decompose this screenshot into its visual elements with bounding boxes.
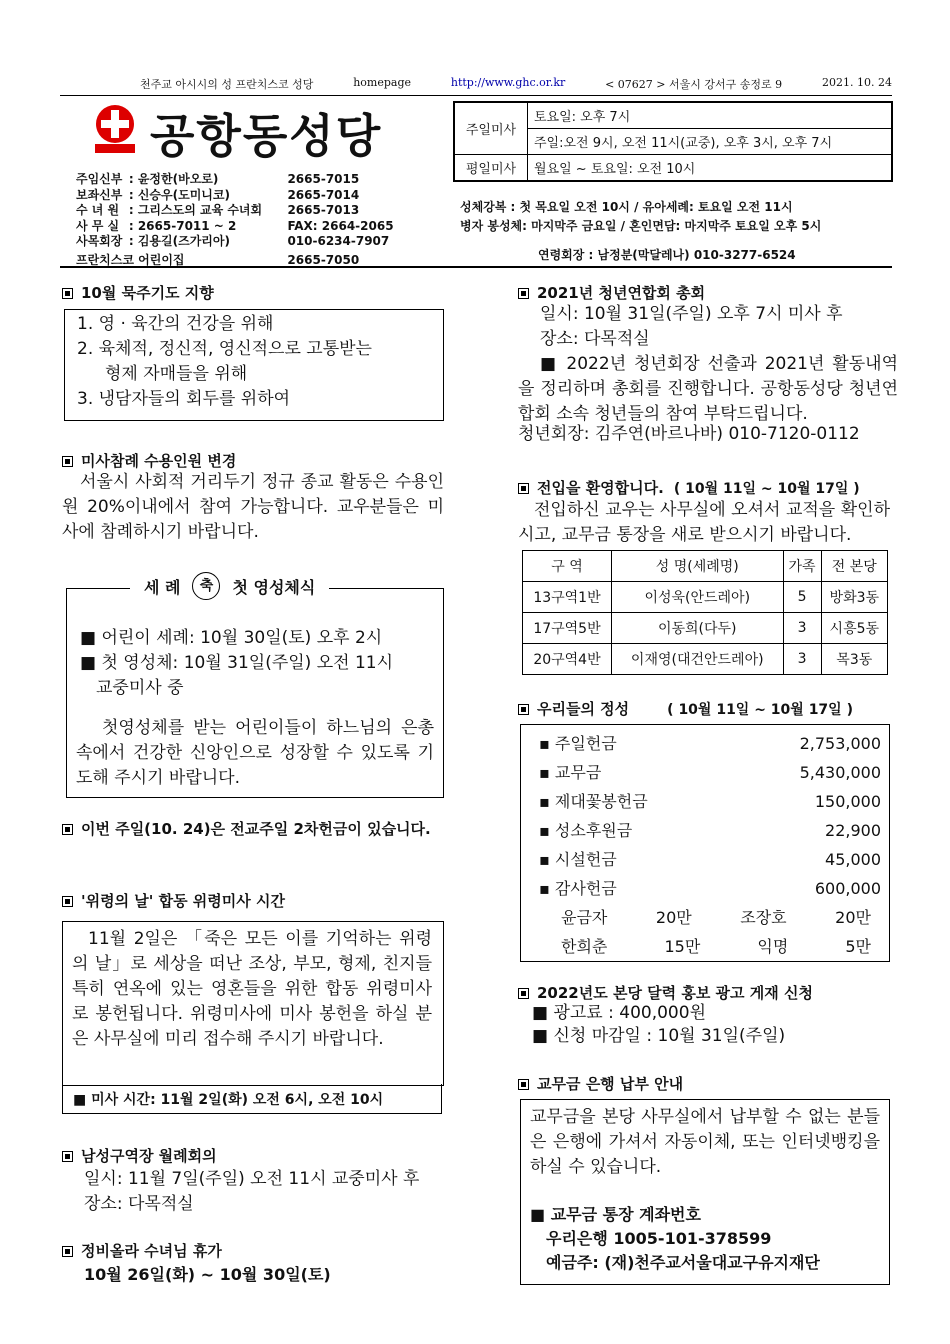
sunday-mass: 주일:오전 9시, 오전 11시(교중), 오후 3시, 오후 7시: [528, 129, 892, 155]
memorial-text: 11월 2일은 「죽은 모든 이를 기억하는 위령의 날」로 세상을 떠난 조상, 부모, 형제, 친지들 특히 연옥에 있는 영혼들을 위한 합동 위령미사로 봉헌됩니다. 위령미사에 미사 봉헌을 하실 분은 사무실에 미리 접수해 주시기 바랍니다.: [72, 929, 432, 1049]
offering-list: ▪ 주일헌금 2,753,000 ▪ 교무금 5,430,000 ▪ 제대꽃봉헌금 150,000 ▪ 성소후원금 22,900 ▪ 시설헌금 45,000 ▪ 감사헌금 600,000 윤금자 20만 조장호 20만 한희춘 15만 익명 5만: [539, 734, 881, 956]
celebration-icon: 축: [192, 572, 220, 600]
church-name: 공항동성당: [150, 109, 383, 163]
staff-row: 프란치스코 어린이집 2665-7050: [76, 252, 360, 267]
homepage-link[interactable]: http://www.ghc.or.kr: [450, 76, 566, 89]
district-place: 장소: 다목적실: [84, 1194, 194, 1214]
table-row: 20구역4반 이재영(대건안드레아) 3 목3동: [523, 644, 888, 675]
prayer-box: 1. 영 · 육간의 건강을 위해 2. 육체적, 정신적, 영신적으로 고통받는 형제 자매들을 위해 3. 냉담자들의 회두를 위하여: [64, 309, 444, 421]
calendar-title: 2022년도 본당 달력 홍보 광고 게재 신청: [537, 984, 813, 1002]
bank-section: [518, 1073, 683, 1094]
memorial-title: '위령의 날' 합동 위령미사 시간: [81, 892, 285, 910]
weekday-mass: 월요일 ~ 토요일: 오전 10시: [528, 155, 892, 181]
sister-title: 정비올라 수녀님 휴가: [81, 1242, 222, 1260]
bank-account: 우리은행 1005-101-378599: [546, 1229, 772, 1248]
funeral-contact: 연령회장 : 남정분(막달레나) 010-3277-6524: [538, 248, 796, 262]
weekday-mass-label: 평일미사: [455, 155, 528, 181]
district-title: 남성구역장 월례회의: [81, 1147, 217, 1165]
calendar-fee: ■ 광고료 : 400,000원: [532, 1003, 706, 1023]
top-info-line: [60, 76, 892, 96]
memorial-section: [62, 890, 285, 911]
sunday-mass-label: 주일미사: [455, 103, 528, 155]
bank-text: 교무금을 본당 사무실에서 납부할 수 없는 분들은 은행에 가셔서 자동이체, 또는 인터넷뱅킹을 하실 수 있습니다.: [530, 1107, 880, 1177]
table-header: 구 역 성 명(세례명) 가족 전 본당: [523, 551, 888, 582]
youth-text: ■ 2022년 청년회장 선출과 2021년 활동내역을 정리하며 총회를 진행합니다. 공항동성당 청년연합회 소속 청년들의 참여 부탁드립니다.: [518, 354, 898, 424]
offering-period: ( 10월 11일 ~ 10월 17일 ): [667, 701, 853, 718]
welcome-period: ( 10월 11일 ~ 10월 17일 ): [673, 480, 860, 497]
baptism-items: ■ 어린이 세례: 10월 30일(토) 오후 2시 ■ 첫 영성체: 10월 31일(주일) 오전 11시 교중미사 중: [80, 628, 394, 698]
prayer-title: 10월 묵주기도 지향: [81, 284, 214, 302]
district-section: [62, 1145, 217, 1166]
offering-title: 우리들의 정성: [537, 700, 630, 718]
address: < 07627 > 서울시 강서구 송정로 9: [605, 78, 783, 91]
homepage-label: homepage: [353, 76, 412, 89]
offering-section: [518, 698, 853, 719]
memorial-time: ■ 미사 시간: 11월 2일(화) 오전 6시, 오전 10시: [62, 1084, 442, 1114]
baptism-title: 세 례 축 첫 영성체식: [130, 572, 329, 600]
calendar-deadline: ■ 신청 마감일 : 10월 31일(주일): [532, 1026, 786, 1046]
church-logo: [92, 104, 138, 154]
capacity-text: 서울시 사회적 거리두기 정규 종교 활동은 수용인원 20%이내에서 참여 가능합니다. 교우분들은 미사에 참례하시기 바랍니다.: [62, 472, 444, 542]
youth-date: 일시: 10월 31일(주일) 오후 7시 미사 후: [540, 304, 843, 324]
sister-section: [62, 1240, 222, 1261]
youth-contact: 청년회장: 김주연(바르나바) 010-7120-0112: [518, 424, 860, 444]
bank-title: 교무금 은행 납부 안내: [537, 1075, 684, 1093]
divider: [60, 266, 892, 268]
bank-holder: 예금주: (재)천주교서울대교구유지재단: [546, 1253, 820, 1272]
calendar-section: [518, 982, 813, 1003]
collection-notice: 이번 주일(10. 24)은 전교주일 2차헌금이 있습니다.: [62, 818, 442, 840]
offering-box: [520, 724, 890, 962]
capacity-section: [62, 450, 236, 471]
mass-notes: 성체강복 : 첫 목요일 오전 10시 / 유아세례: 토요일 오전 11시 병자 봉성체: 마지막주 금요일 / 혼인면담: 마지막주 토요일 오후 5시: [460, 200, 822, 233]
welcome-section: [518, 477, 860, 498]
bank-account-info: ■ 교무금 통장 계좌번호 우리은행 1005-101-378599 예금주: (재)천주교서울대교구유지재단: [530, 1203, 820, 1275]
table-row: 13구역1반 이성욱(안드레아) 5 방화3동: [523, 582, 888, 613]
bullet-icon: [62, 288, 73, 299]
staff-row: 사목회장 : 김용길(즈가리아) 010-6234-7907: [76, 234, 390, 248]
youth-section: [518, 282, 705, 303]
welcome-title: 전입을 환영합니다.: [537, 479, 664, 497]
staff-row: 사 무 실 : 2665-7011 ~ 2 FAX: 2664-2065: [76, 218, 394, 233]
district-date: 일시: 11월 7일(주일) 오전 11시 교중미사 후: [84, 1169, 420, 1189]
mass-schedule: [453, 101, 893, 182]
staff-list: [76, 172, 446, 268]
table-row: 17구역5반 이동희(다두) 3 시흥5동: [523, 613, 888, 644]
staff-row: 주임신부 : 윤정한(바오로) 2665-7015: [76, 172, 360, 186]
welcome-table: [522, 550, 888, 675]
sister-dates: 10월 26일(화) ~ 10월 30일(토): [84, 1265, 331, 1284]
youth-title: 2021년 청년연합회 총회: [537, 284, 706, 302]
welcome-text: 전입하신 교우는 사무실에 오셔서 교적을 확인하시고, 교무금 통장을 새로 받으시기 바랍니다.: [518, 500, 890, 545]
prayer-section: [62, 282, 214, 303]
youth-place: 장소: 다목적실: [540, 329, 650, 349]
staff-row: 보좌신부 : 신승우(도미니코) 2665-7014: [76, 187, 360, 202]
saturday-mass: 토요일: 오후 7시: [528, 103, 892, 129]
parish-line: 천주교 아시시의 성 프란치스코 성당: [140, 78, 314, 91]
date: 2021. 10. 24: [821, 76, 892, 89]
baptism-text: 첫영성체를 받는 어린이들이 하느님의 은총 속에서 건강한 신앙인으로 성장할 수 있도록 기도해 주시기 바랍니다.: [76, 718, 434, 788]
capacity-title: 미사참례 수용인원 변경: [81, 452, 237, 470]
staff-row: 수 녀 원 : 그리스도의 교육 수녀회 2665-7013: [76, 203, 360, 217]
